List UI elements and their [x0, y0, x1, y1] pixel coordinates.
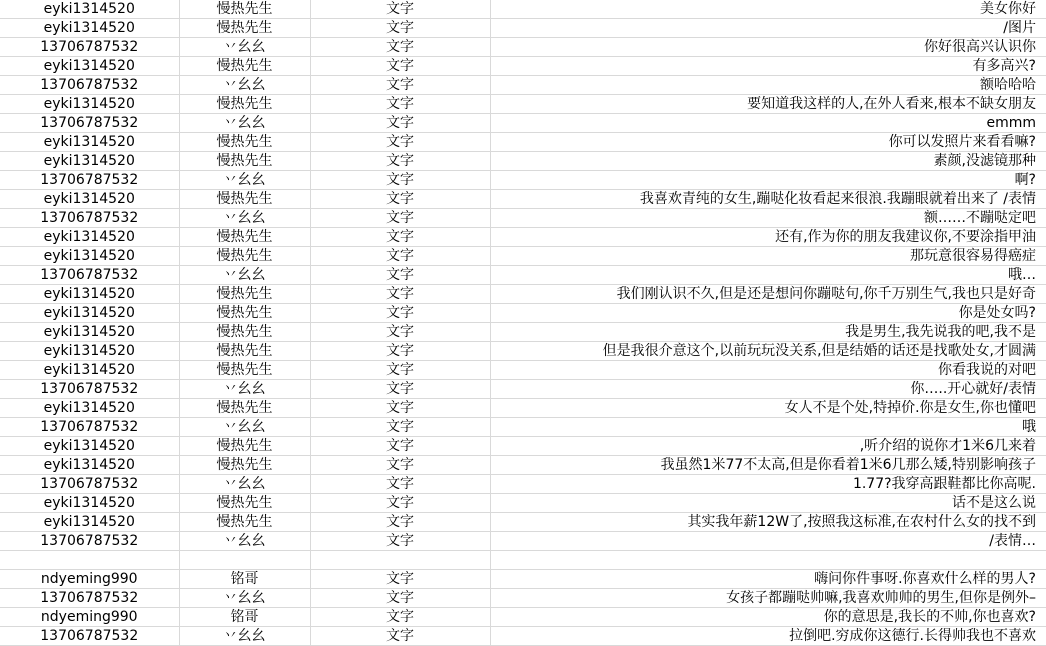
cell-message: 你…..开心就好/表情 [490, 380, 1046, 399]
cell-account: eyki1314520 [0, 361, 179, 380]
cell-nickname: 慢热先生 [179, 513, 310, 532]
cell-account: eyki1314520 [0, 494, 179, 513]
table-row [0, 171, 1046, 190]
cell-type: 文字 [310, 399, 490, 418]
cell-account: 13706787532 [0, 266, 179, 285]
cell-message: 啊? [490, 171, 1046, 190]
cell-account: eyki1314520 [0, 0, 179, 19]
cell-account: 13706787532 [0, 209, 179, 228]
cell-message: 其实我年薪12W了,按照我这标准,在农村什么女的找不到 [490, 513, 1046, 532]
cell-type: 文字 [310, 266, 490, 285]
cell-nickname: 铭哥 [179, 570, 310, 589]
cell-type: 文字 [310, 247, 490, 266]
cell-type: 文字 [310, 589, 490, 608]
cell-account: 13706787532 [0, 114, 179, 133]
cell-message: 我是男生,我先说我的吧,我不是 [490, 323, 1046, 342]
table-row [0, 76, 1046, 95]
cell-nickname: 慢热先生 [179, 133, 310, 152]
cell-type: 文字 [310, 627, 490, 646]
cell-type: 文字 [310, 171, 490, 190]
cell-message: 哦… [490, 266, 1046, 285]
cell-account: eyki1314520 [0, 133, 179, 152]
table-row [0, 114, 1046, 133]
table-row [0, 95, 1046, 114]
cell-message: 我们刚认识不久,但是还是想问你蹦哒句,你千万别生气,我也只是好奇 [490, 285, 1046, 304]
cell-nickname [179, 551, 310, 570]
cell-nickname: 铭哥 [179, 608, 310, 627]
cell-type: 文字 [310, 38, 490, 57]
cell-account: 13706787532 [0, 76, 179, 95]
cell-type: 文字 [310, 190, 490, 209]
cell-type: 文字 [310, 475, 490, 494]
cell-type: 文字 [310, 209, 490, 228]
cell-type: 文字 [310, 285, 490, 304]
table-row [0, 228, 1046, 247]
cell-message: 我喜欢青纯的女生,蹦哒化妆看起来很浪.我蹦眼就着出来了 /表情 [490, 190, 1046, 209]
cell-message: 但是我很介意这个,以前玩玩没关系,但是结婚的话还是找歌处女,才圆满 [490, 342, 1046, 361]
cell-type: 文字 [310, 456, 490, 475]
cell-nickname: 慢热先生 [179, 323, 310, 342]
table-row [0, 323, 1046, 342]
table-row-blank [0, 551, 1046, 570]
table-row [0, 0, 1046, 19]
table-row [0, 19, 1046, 38]
table-row [0, 266, 1046, 285]
cell-message: 你看我说的对吧 [490, 361, 1046, 380]
cell-type: 文字 [310, 513, 490, 532]
cell-account: 13706787532 [0, 627, 179, 646]
cell-nickname: 丷幺幺 [179, 114, 310, 133]
cell-type: 文字 [310, 494, 490, 513]
cell-message: 那玩意很容易得癌症 [490, 247, 1046, 266]
table-row [0, 247, 1046, 266]
table-row [0, 627, 1046, 646]
cell-account: eyki1314520 [0, 95, 179, 114]
cell-type: 文字 [310, 380, 490, 399]
cell-account: eyki1314520 [0, 323, 179, 342]
cell-message: 还有,作为你的朋友我建议你,不要涂指甲油 [490, 228, 1046, 247]
table-row [0, 513, 1046, 532]
cell-message: 拉倒吧.穷成你这德行.长得帅我也不喜欢 [490, 627, 1046, 646]
cell-account [0, 551, 179, 570]
cell-nickname: 丷幺幺 [179, 209, 310, 228]
cell-type: 文字 [310, 114, 490, 133]
cell-message: /图片 [490, 19, 1046, 38]
cell-message: emmm [490, 114, 1046, 133]
cell-account: eyki1314520 [0, 247, 179, 266]
cell-account: eyki1314520 [0, 399, 179, 418]
cell-type: 文字 [310, 361, 490, 380]
cell-type: 文字 [310, 608, 490, 627]
cell-nickname: 慢热先生 [179, 342, 310, 361]
cell-message: 女人不是个处,特掉价.你是女生,你也懂吧 [490, 399, 1046, 418]
cell-nickname: 慢热先生 [179, 494, 310, 513]
table-row [0, 152, 1046, 171]
cell-nickname: 慢热先生 [179, 304, 310, 323]
cell-nickname: 丷幺幺 [179, 418, 310, 437]
cell-nickname: 丷幺幺 [179, 38, 310, 57]
cell-account: eyki1314520 [0, 437, 179, 456]
cell-account: eyki1314520 [0, 57, 179, 76]
cell-message: 美女你好 [490, 0, 1046, 19]
cell-nickname: 慢热先生 [179, 247, 310, 266]
cell-message [490, 551, 1046, 570]
cell-message: 哦 [490, 418, 1046, 437]
cell-nickname: 慢热先生 [179, 95, 310, 114]
cell-account: ndyeming990 [0, 608, 179, 627]
cell-type: 文字 [310, 323, 490, 342]
cell-message: 额哈哈哈 [490, 76, 1046, 95]
cell-account: eyki1314520 [0, 152, 179, 171]
table-row [0, 57, 1046, 76]
cell-message: 额……不蹦哒定吧 [490, 209, 1046, 228]
cell-nickname: 丷幺幺 [179, 76, 310, 95]
cell-message: 话不是这么说 [490, 494, 1046, 513]
cell-account: 13706787532 [0, 38, 179, 57]
cell-message: 你的意思是,我长的不帅,你也喜欢? [490, 608, 1046, 627]
cell-type: 文字 [310, 418, 490, 437]
cell-message: 女孩子都蹦哒帅嘛,我喜欢帅帅的男生,但你是例外– [490, 589, 1046, 608]
cell-nickname: 丷幺幺 [179, 266, 310, 285]
cell-nickname: 慢热先生 [179, 361, 310, 380]
cell-nickname: 慢热先生 [179, 152, 310, 171]
cell-account: 13706787532 [0, 418, 179, 437]
cell-account: 13706787532 [0, 475, 179, 494]
cell-type: 文字 [310, 570, 490, 589]
table-row [0, 380, 1046, 399]
table-row [0, 190, 1046, 209]
table-row [0, 532, 1046, 551]
cell-message: /表情… [490, 532, 1046, 551]
cell-nickname: 慢热先生 [179, 399, 310, 418]
cell-account: eyki1314520 [0, 228, 179, 247]
cell-message: 我虽然1米77不太高,但是你看着1米6几那么矮,特别影响孩子 [490, 456, 1046, 475]
cell-nickname: 丷幺幺 [179, 380, 310, 399]
table-row [0, 608, 1046, 627]
cell-message: 你可以发照片来看看嘛? [490, 133, 1046, 152]
cell-nickname: 慢热先生 [179, 285, 310, 304]
table-row [0, 399, 1046, 418]
table-row [0, 285, 1046, 304]
cell-nickname: 慢热先生 [179, 19, 310, 38]
cell-nickname: 慢热先生 [179, 190, 310, 209]
table-row [0, 456, 1046, 475]
cell-nickname: 慢热先生 [179, 228, 310, 247]
table-row [0, 361, 1046, 380]
cell-account: eyki1314520 [0, 19, 179, 38]
table-row [0, 38, 1046, 57]
table-row [0, 589, 1046, 608]
cell-account: eyki1314520 [0, 190, 179, 209]
cell-nickname: 丷幺幺 [179, 475, 310, 494]
cell-type: 文字 [310, 437, 490, 456]
cell-nickname: 慢热先生 [179, 437, 310, 456]
cell-nickname: 慢热先生 [179, 0, 310, 19]
cell-nickname: 丷幺幺 [179, 532, 310, 551]
cell-account: eyki1314520 [0, 456, 179, 475]
cell-type [310, 551, 490, 570]
cell-type: 文字 [310, 57, 490, 76]
table-row [0, 475, 1046, 494]
cell-account: 13706787532 [0, 171, 179, 190]
cell-type: 文字 [310, 342, 490, 361]
cell-message: 1.77?我穿高跟鞋都比你高呢. [490, 475, 1046, 494]
cell-account: eyki1314520 [0, 513, 179, 532]
table-row [0, 304, 1046, 323]
cell-account: eyki1314520 [0, 342, 179, 361]
table-row [0, 437, 1046, 456]
table-row [0, 133, 1046, 152]
cell-type: 文字 [310, 152, 490, 171]
cell-account: 13706787532 [0, 380, 179, 399]
cell-nickname: 丷幺幺 [179, 627, 310, 646]
cell-type: 文字 [310, 228, 490, 247]
cell-type: 文字 [310, 0, 490, 19]
cell-nickname: 丷幺幺 [179, 589, 310, 608]
cell-type: 文字 [310, 532, 490, 551]
cell-message: 嗨问你件事呀.你喜欢什么样的男人? [490, 570, 1046, 589]
cell-message: 有多高兴? [490, 57, 1046, 76]
cell-type: 文字 [310, 133, 490, 152]
table-row [0, 209, 1046, 228]
cell-nickname: 丷幺幺 [179, 171, 310, 190]
cell-account: 13706787532 [0, 532, 179, 551]
cell-nickname: 慢热先生 [179, 456, 310, 475]
cell-message: 你好很高兴认识你 [490, 38, 1046, 57]
cell-account: 13706787532 [0, 589, 179, 608]
cell-type: 文字 [310, 95, 490, 114]
cell-message: 素颜,没滤镜那种 [490, 152, 1046, 171]
cell-type: 文字 [310, 304, 490, 323]
cell-message: ,听介绍的说你才1米6几来着 [490, 437, 1046, 456]
cell-account: eyki1314520 [0, 285, 179, 304]
cell-account: ndyeming990 [0, 570, 179, 589]
table-row [0, 342, 1046, 361]
table-row [0, 494, 1046, 513]
table-row [0, 570, 1046, 589]
cell-message: 要知道我这样的人,在外人看来,根本不缺女朋友 [490, 95, 1046, 114]
cell-message: 你是处女吗? [490, 304, 1046, 323]
cell-type: 文字 [310, 76, 490, 95]
cell-nickname: 慢热先生 [179, 57, 310, 76]
table-row [0, 418, 1046, 437]
cell-type: 文字 [310, 19, 490, 38]
cell-account: eyki1314520 [0, 304, 179, 323]
